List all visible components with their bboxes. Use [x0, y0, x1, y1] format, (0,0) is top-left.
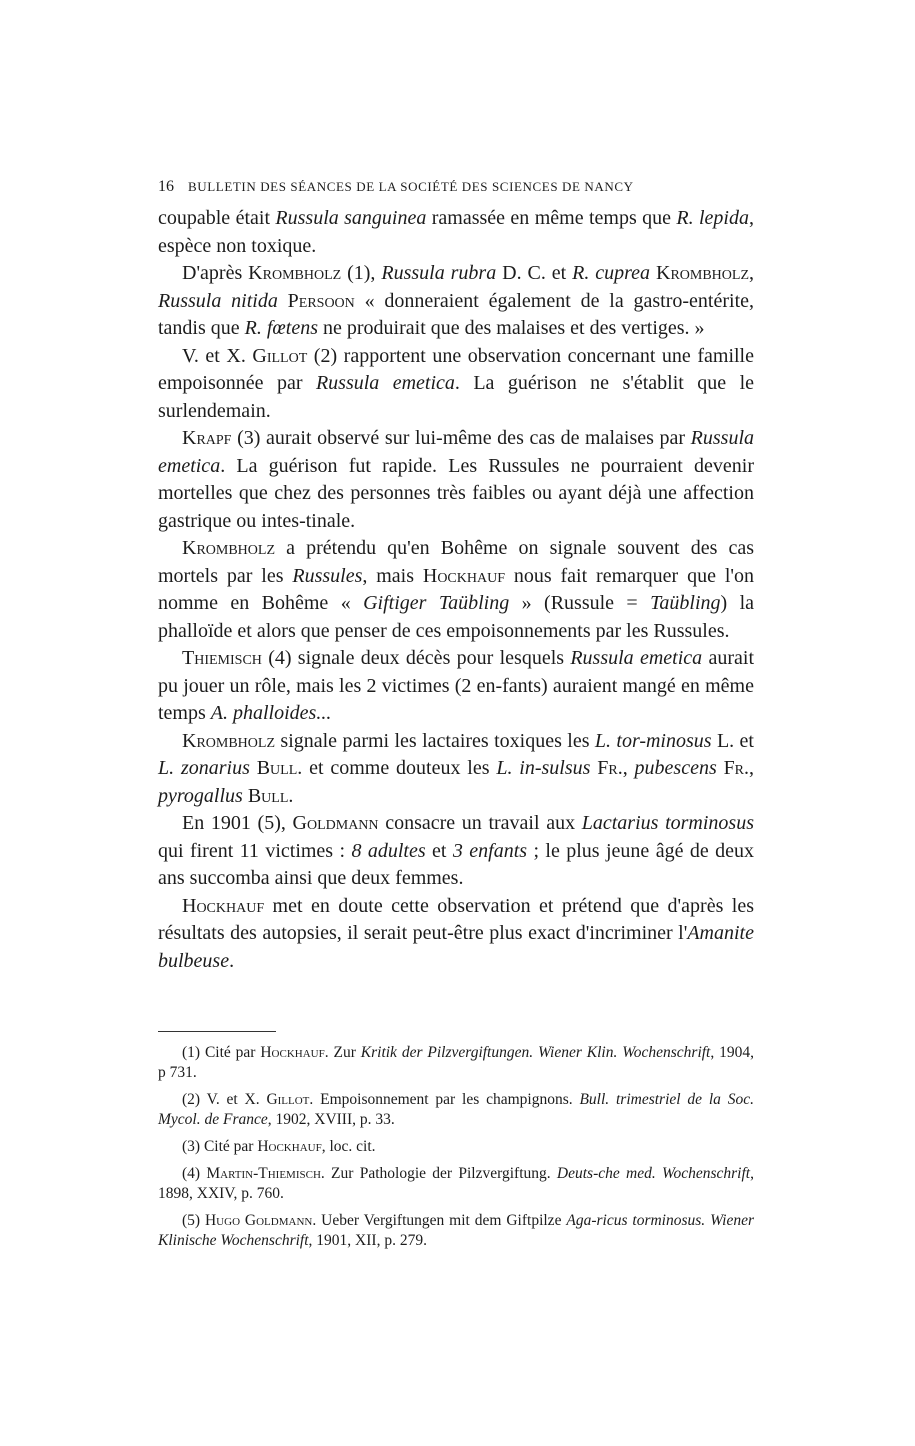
species-name: R. lepida: [676, 207, 749, 229]
author-name: Hockhauf: [257, 1138, 322, 1155]
footnote-3: [158, 1137, 754, 1157]
text-run: (1),: [341, 262, 382, 284]
species-name: pyrogallus: [158, 784, 243, 807]
species-name: L. zonarius: [158, 757, 250, 779]
paragraph: [158, 343, 754, 426]
text-run: signale parmi les lactaires toxiques les: [275, 729, 595, 752]
text-run: D'après: [182, 262, 249, 284]
author-name: Krombholz: [182, 537, 276, 559]
text-run: ,: [749, 262, 755, 284]
species-name: pubescens: [634, 757, 717, 779]
text-run: V. et X.: [182, 344, 253, 367]
text-run: met en doute cette observation et prétend que d'après les résultats des autopsies, il serait peut-être plus exact d'incriminer l': [158, 894, 754, 944]
footnote-4: [158, 1164, 754, 1204]
citation-title: Kritik der Pilzvergiftungen. Wiener Klin. Wochenschrift: [360, 1044, 711, 1061]
paragraph: [158, 425, 754, 535]
running-title: BULLETIN DES SÉANCES DE LA SOCIÉTÉ DES SCIENCES DE NANCY: [188, 179, 634, 194]
text-run: (4): [182, 1165, 207, 1182]
text-run: , 1904, p 731.: [158, 1044, 754, 1081]
text-run: ,: [622, 757, 635, 779]
author-name: Martin-Thiemisch: [206, 1165, 321, 1182]
paragraph: [158, 645, 754, 728]
citation-title: Bull. trimestriel de la Soc. Mycol. de France: [158, 1091, 754, 1128]
text-run: (3) aurait observé sur lui-même des cas de malaises par: [231, 427, 691, 449]
citation-title: Deuts-che med. Wochenschrift: [556, 1165, 751, 1182]
species-name: A. phalloides...: [210, 702, 332, 724]
footnotes: [158, 1043, 754, 1258]
author-name: Hockhauf: [260, 1044, 325, 1061]
text-run: et comme douteux les: [302, 757, 497, 779]
species-name: Russula emetica: [158, 427, 754, 477]
emphasis: 8 adultes: [351, 839, 426, 862]
footnote-5: [158, 1211, 754, 1251]
paragraph: [158, 535, 754, 645]
species-name: Russula sanguinea: [275, 207, 427, 229]
author-name: Goldmann: [292, 812, 379, 834]
text-run: aurait pu jouer un rôle, mais les 2 victimes (2 en-fants) auraient mangé en même temps: [158, 647, 754, 724]
text-run: ramassée en même temps que: [426, 207, 677, 229]
text-run: D. C. et: [496, 262, 573, 284]
author-name: Gillot: [252, 344, 308, 367]
text-run: (2) V. et X.: [182, 1091, 267, 1108]
author-name: Hockhauf: [422, 564, 505, 587]
species-name: L. in-sulsus: [496, 757, 591, 779]
footnote-2: [158, 1090, 754, 1130]
text-run: et: [425, 839, 453, 862]
text-run: , loc. cit.: [321, 1138, 376, 1155]
citation-title: Aga-ricus torminosus. Wiener Klinische Wochenschrift: [158, 1212, 754, 1249]
author-name: Krapf: [182, 427, 232, 449]
footnote-1: [158, 1043, 754, 1083]
text-run: , 1902, XVIII, p. 33.: [267, 1111, 395, 1128]
author-name: Fr.: [597, 757, 623, 779]
species-name: Amanite bulbeuse: [158, 922, 754, 972]
common-name: Taübling: [650, 592, 721, 614]
author-name: Hockhauf: [182, 894, 265, 917]
species-name: L. tor-minosus: [594, 729, 712, 752]
text-run: . La guérison ne s'établit que le surlendemain.: [158, 372, 755, 422]
species-name: Russula emetica: [315, 372, 455, 394]
body-text: [158, 205, 754, 975]
text-run: a prétendu qu'en Bohême on signale souvent des cas mortels par les: [158, 537, 754, 587]
paragraph: [158, 893, 754, 976]
paragraph: [158, 728, 754, 811]
text-run: » (Russule =: [509, 592, 651, 614]
species-name: R. fœtens: [244, 317, 318, 339]
species-name: Russula nitida: [158, 289, 278, 312]
author-name: Krombholz: [656, 262, 750, 284]
text-run: (4) signale deux décès pour lesquels: [261, 647, 571, 669]
text-run: .: [229, 949, 235, 972]
text-run: (1) Cité par: [182, 1044, 261, 1061]
text-run: En 1901 (5),: [182, 812, 293, 834]
species-name: Russula emetica: [570, 647, 703, 669]
species-name: Russula rubra: [381, 262, 497, 284]
text-run: coupable était: [158, 207, 276, 229]
text-run: ne produirait que des malaises et des vertiges. »: [318, 317, 705, 339]
author-name: Gillot: [266, 1091, 310, 1108]
text-run: . Ueber Vergiftungen mit dem Giftpilze: [312, 1212, 567, 1229]
text-run: , 1901, XII, p. 279.: [308, 1232, 427, 1249]
text-run: , espèce non toxique.: [158, 207, 754, 257]
text-run: [278, 290, 288, 312]
text-run: ; le plus jeune âgé de deux ans succomba ainsi que deux femmes.: [158, 839, 755, 889]
page-number: 16: [158, 178, 174, 195]
text-run: ,: [749, 757, 755, 779]
author-name: Fr.: [723, 757, 750, 779]
text-run: « donneraient également de la gastro-entérite, tandis que: [158, 289, 755, 339]
author-name: Thiemisch: [182, 647, 262, 669]
running-header: [158, 178, 758, 196]
common-name: Giftiger Taübling: [363, 592, 510, 614]
text-run: consacre un travail aux: [378, 812, 582, 834]
text-run: [250, 757, 257, 779]
text-run: , 1898, XXIV, p. 760.: [158, 1165, 754, 1202]
text-run: L. et: [711, 729, 754, 752]
species-name: R. cuprea: [572, 262, 651, 284]
paragraph: [158, 260, 754, 343]
species-name: Lactarius torminosus: [581, 812, 754, 834]
text-run: nous fait remarquer que l'on nomme en Bohême «: [158, 564, 754, 614]
text-run: . Empoisonnement par les champignons.: [309, 1091, 580, 1108]
text-run: (5): [182, 1212, 205, 1229]
text-run: [717, 757, 724, 779]
species-name: Russules: [292, 564, 363, 587]
author-name: Bull.: [247, 784, 294, 807]
text-run: . Zur Pathologie der Pilzvergiftung.: [320, 1165, 557, 1182]
author-name: Persoon: [287, 289, 355, 312]
author-name: Krombholz: [248, 262, 342, 284]
paragraph: [158, 810, 754, 893]
author-name: Krombholz: [182, 729, 276, 752]
author-name: Hugo Goldmann: [204, 1212, 313, 1229]
text-run: qui firent 11 victimes :: [158, 839, 352, 862]
emphasis: 3 enfants: [452, 839, 528, 862]
paragraph: [158, 205, 754, 260]
text-run: . La guérison fut rapide. Les Russules ne pourraient devenir mortelles que chez des personnes très faibles ou ayant déjà une affection gastrique ou intes-tinale.: [158, 454, 754, 532]
text-run: (3) Cité par: [182, 1138, 258, 1155]
footnote-divider: [158, 1031, 276, 1032]
author-name: Bull.: [256, 757, 303, 779]
text-run: , mais: [362, 564, 423, 587]
text-run: . Zur: [324, 1044, 361, 1061]
text-run: ) la phalloïde et alors que penser de ces empoisonnements par les Russules.: [158, 592, 755, 642]
text-run: (2) rapportent une observation concernant une famille empoisonnée par: [158, 344, 754, 394]
